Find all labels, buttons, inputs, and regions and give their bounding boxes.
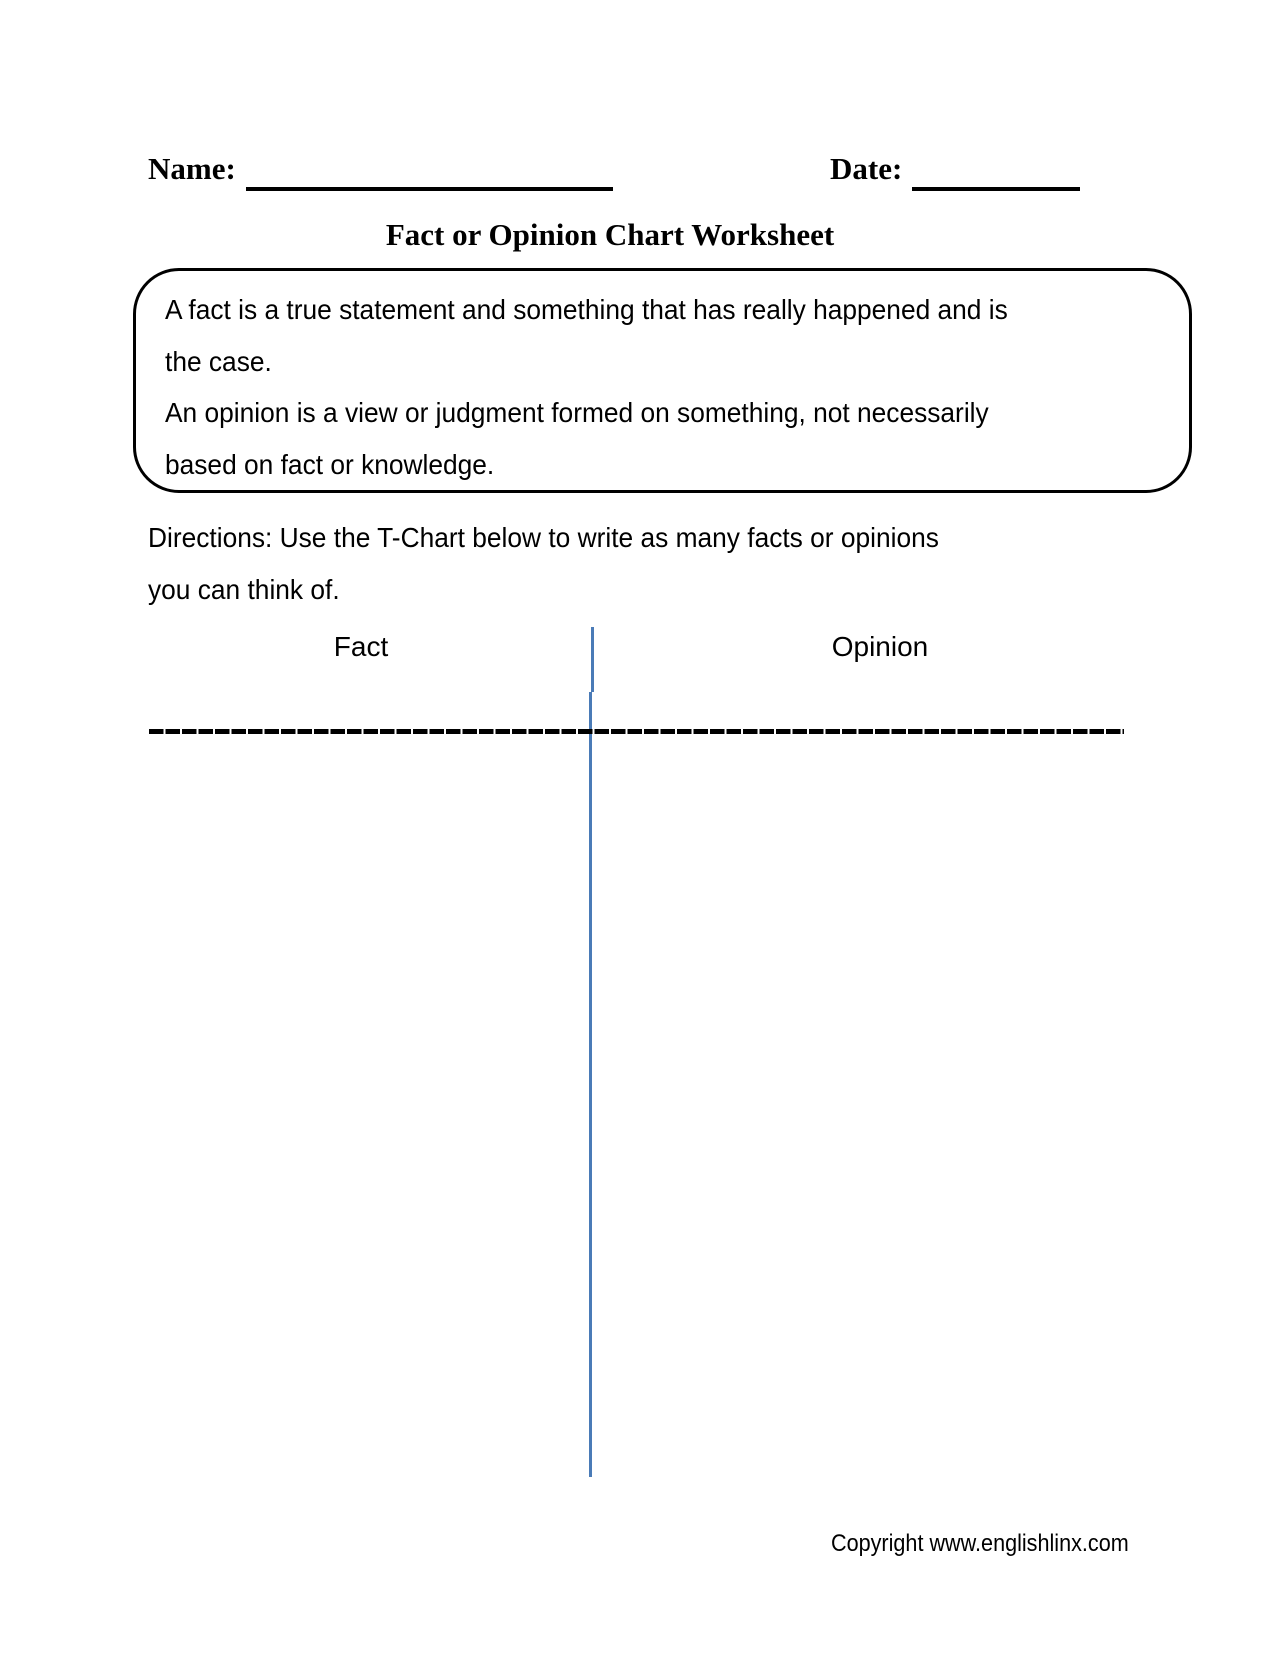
- opinion-definition-line-2: based on fact or knowledge.: [165, 448, 495, 480]
- t-chart-divider-bottom: [589, 692, 593, 1477]
- fact-definition-line-2: the case.: [165, 345, 272, 377]
- copyright-text: Copyright www.englishlinx.com: [831, 1530, 1129, 1557]
- date-label: Date:: [830, 151, 903, 186]
- date-blank-line: [912, 187, 1080, 191]
- opinion-column-header: Opinion: [831, 631, 929, 662]
- page-title: Fact or Opinion Chart Worksheet: [385, 217, 835, 252]
- opinion-definition-line-1: An opinion is a view or judgment formed on something, not necessarily: [165, 397, 989, 428]
- fact-definition-line-1: A fact is a true statement and something that has really happened and is: [165, 294, 1008, 325]
- writing-line: [149, 729, 1124, 734]
- directions-line-2: you can think of.: [148, 573, 340, 605]
- name-label: Name:: [148, 151, 236, 186]
- directions-line-1: Directions: Use the T-Chart below to write as many facts or opinions: [148, 522, 939, 553]
- fact-column-header: Fact: [333, 631, 389, 662]
- name-blank-line: [246, 187, 613, 191]
- directions-text: [148, 512, 989, 615]
- t-chart-divider-top: [591, 627, 595, 692]
- definition-box: [133, 268, 1192, 493]
